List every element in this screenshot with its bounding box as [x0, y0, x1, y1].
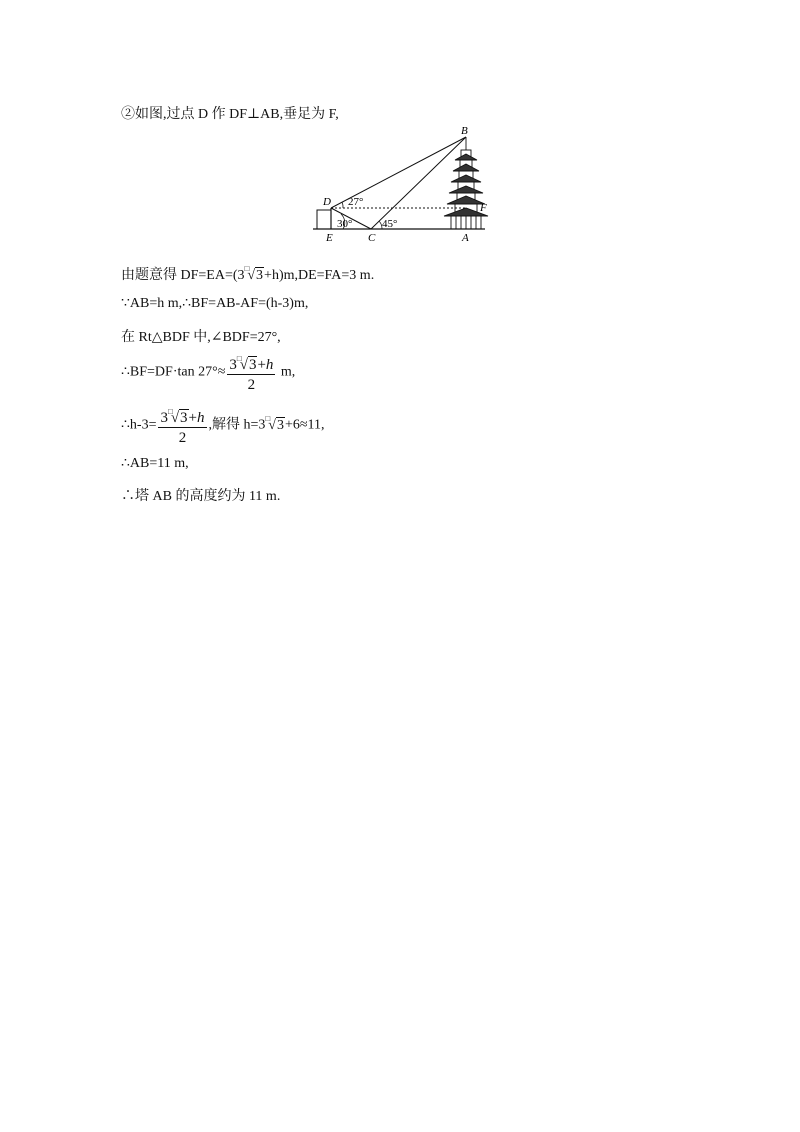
nth-root: □√3: [265, 413, 284, 433]
label-A: A: [462, 232, 469, 244]
text-line-3: ∵AB=h m,∴BF=AB-AF=(h-3)m,: [121, 296, 309, 311]
text-line-2: 由题意得 DF=EA=(3□√3+h)m,DE=FA=3 m.: [121, 264, 375, 283]
text-line-1: ②如图,过点 D 作 DF⊥AB,垂足为 F,: [121, 107, 339, 122]
label-C: C: [368, 232, 376, 244]
text-line-5: ∴BF=DF·tan 27°≈ $\frac{3^□√3+h}{2}$ m,: [121, 350, 295, 395]
text-line-8: ∴塔 AB 的高度约为 11 m.: [121, 489, 281, 504]
label-E: E: [326, 232, 333, 244]
label-F: F: [480, 202, 487, 214]
text-line-7: ∴AB=11 m,: [121, 456, 189, 471]
label-angle-45: 45°: [382, 218, 398, 230]
fraction: $\frac{3^□√3+h}{2}$: [158, 403, 206, 448]
label-angle-27: 27°: [348, 196, 364, 208]
label-D: D: [323, 196, 331, 208]
observer-building: [317, 210, 331, 229]
text-line-4: 在 Rt△BDF 中,∠BDF=27°,: [121, 330, 281, 345]
label-B: B: [461, 125, 468, 137]
nth-root: □√3: [244, 264, 264, 283]
angle-27-arc: [342, 202, 343, 208]
label-angle-30: 30°: [337, 218, 353, 230]
text-line-6: ∴h-3= $\frac{3^□√3+h}{2}$ ,解得 h=3□√3+6≈11,: [121, 403, 325, 448]
fraction: $\frac{3^□√3+h}{2}$: [227, 350, 275, 395]
pagoda: [444, 137, 488, 229]
